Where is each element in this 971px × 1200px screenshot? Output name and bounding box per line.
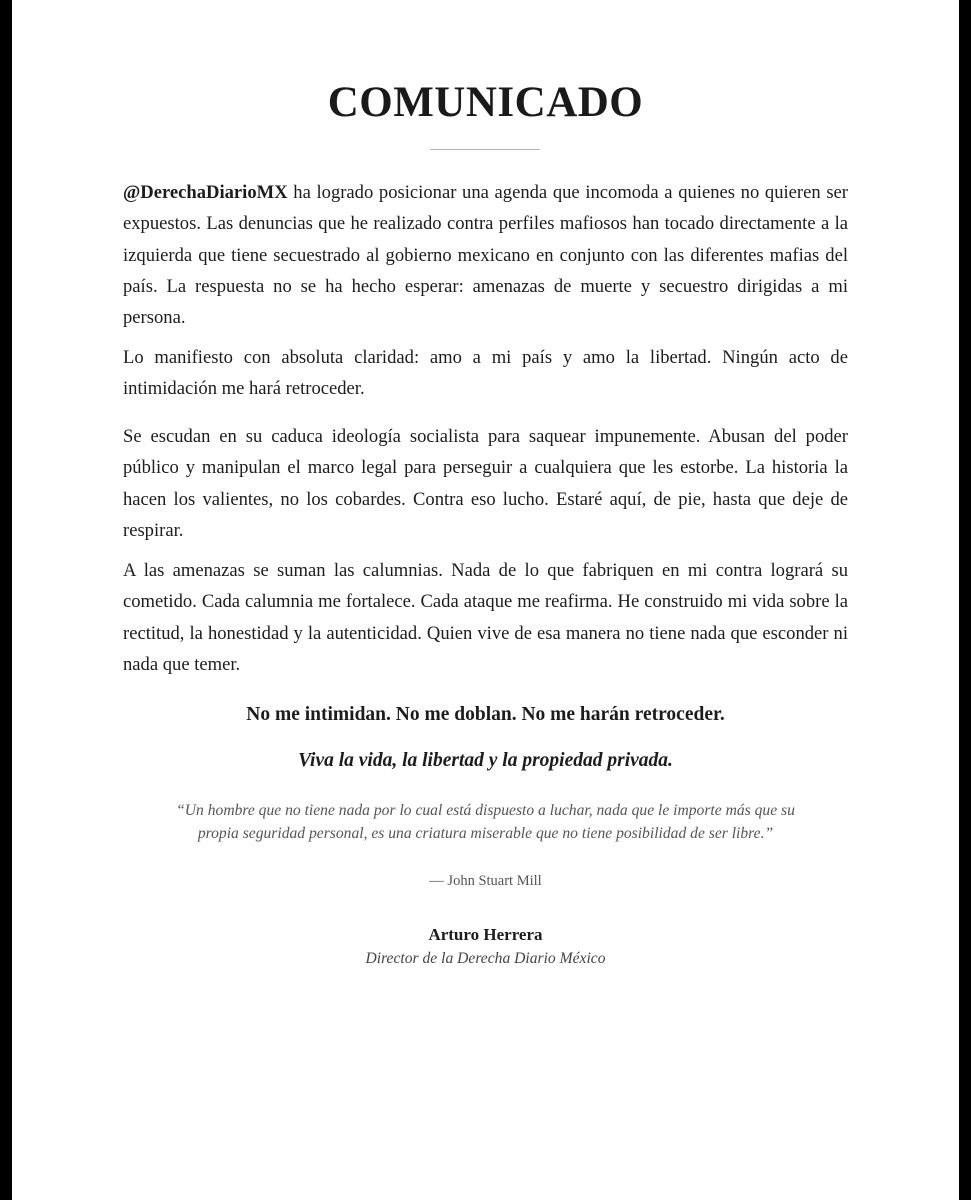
slogan-italic: Viva la vida, la libertad y la propiedad privada. (298, 750, 673, 771)
title-divider (430, 149, 540, 150)
paragraph-1 (123, 177, 848, 333)
paragraph-4: A las amenazas se suman las calumnias. Nada de lo que fabriquen en mi contra logrará su cometido. Cada calumnia me fortalece. Cada ataque me reafirma. He construido mi vida sobre la rectitud, la honestidad y la autenticidad. Quien vive de esa manera no tiene nada que esconder ni nada que temer. (123, 560, 848, 675)
paragraph-1-text: ha logrado posicionar una agenda que incomoda a quienes no quieren ser expuestos. Las denuncias que he realizado contra perfiles mafiosos han tocado directamente a la izquierda que tiene secuestrado al gobierno mexicano en conjunto con las diferentes mafias del país. La respuesta no se ha hecho esperar: amenazas de muerte y secuestro dirigidas a mi persona. (123, 182, 848, 329)
quote-text: “Un hombre que no tiene nada por lo cual está dispuesto a luchar, nada que le importe más que su propia seguridad personal, es una criatura miserable que no tiene posibilidad de ser libre.” (176, 802, 795, 842)
paragraph-3: Se escudan en su caduca ideología socialista para saquear impunemente. Abusan del poder público y manipulan el marco legal para perseguir a cualquiera que les estorbe. La historia la hacen los valientes, no los cobardes. Contra eso lucho. Estaré aquí, de pie, hasta que deje de respirar. (123, 426, 848, 541)
slogan-bold: No me intimidan. No me doblan. No me harán retroceder. (246, 704, 725, 725)
document-page (12, 0, 959, 1200)
twitter-handle: @DerechaDiarioMX (123, 182, 288, 203)
quote-author: — John Stuart Mill (429, 873, 542, 889)
document-title: COMUNICADO (327, 79, 644, 126)
paragraph-2: Lo manifiesto con absoluta claridad: amo a mi país y amo la libertad. Ningún acto de intimidación me hará retroceder. (123, 347, 848, 400)
signature-name: Arturo Herrera (428, 925, 543, 944)
signature-role: Director de la Derecha Diario México (365, 950, 606, 967)
